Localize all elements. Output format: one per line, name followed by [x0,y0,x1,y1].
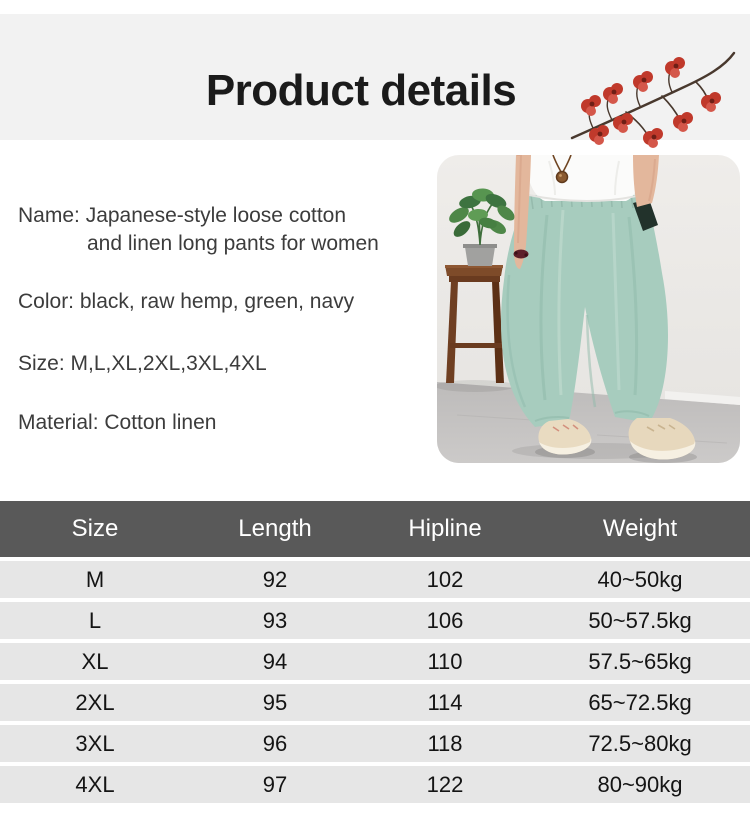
header-band [0,14,750,140]
table-row-2xl [0,684,750,721]
cell-hipline: 106 [426,607,464,633]
name-label: Name: [18,204,80,227]
plant-pot [463,244,497,266]
product-photo [437,155,740,463]
cell-length: 92 [262,566,288,592]
table-row-m [0,561,750,598]
cell-weight: 57.5~65kg [588,648,692,674]
product-info [18,202,433,437]
product-name-line2: and linen long pants for women [87,232,379,255]
product-name-line1: Name: Japanese-style loose cotton [18,204,347,227]
cell-hipline: 118 [427,730,463,756]
table-row-4xl [0,766,750,803]
size-table [0,501,750,803]
cell-hipline: 110 [427,648,463,674]
table-row-l [0,602,750,639]
cell-size: 4XL [75,771,115,797]
cell-weight: 72.5~80kg [588,730,692,756]
white-top [525,155,647,201]
cell-length: 93 [262,607,288,633]
size-table-header [0,501,750,557]
col-header-weight: Weight [602,515,678,542]
cell-size: 2XL [75,689,115,715]
page-title: Product details [205,66,517,115]
cell-weight: 40~50kg [597,566,683,592]
cell-weight: 50~57.5kg [588,607,692,633]
cell-length: 97 [262,771,288,797]
col-header-size: Size [71,515,119,542]
product-color: Color: black, raw hemp, green, navy [18,290,355,313]
cell-length: 94 [262,648,288,674]
cell-hipline: 102 [426,566,464,592]
cell-size: L [88,607,102,633]
cell-size: XL [81,648,109,674]
cell-hipline: 114 [427,689,463,715]
cell-length: 96 [262,730,288,756]
col-header-length: Length [238,515,312,542]
cell-weight: 80~90kg [597,771,683,797]
table-row-xl [0,643,750,680]
col-header-hipline: Hipline [408,515,482,542]
cell-size: 3XL [75,730,115,756]
cell-length: 95 [262,689,288,715]
cell-size: M [85,566,105,592]
table-row-3xl [0,725,750,762]
cell-hipline: 122 [426,771,464,797]
product-size: Size: M,L,XL,2XL,3XL,4XL [18,352,267,375]
product-material: Material: Cotton linen [18,411,217,434]
red-flower-branch-icon [566,40,740,158]
cell-weight: 65~72.5kg [588,689,692,715]
